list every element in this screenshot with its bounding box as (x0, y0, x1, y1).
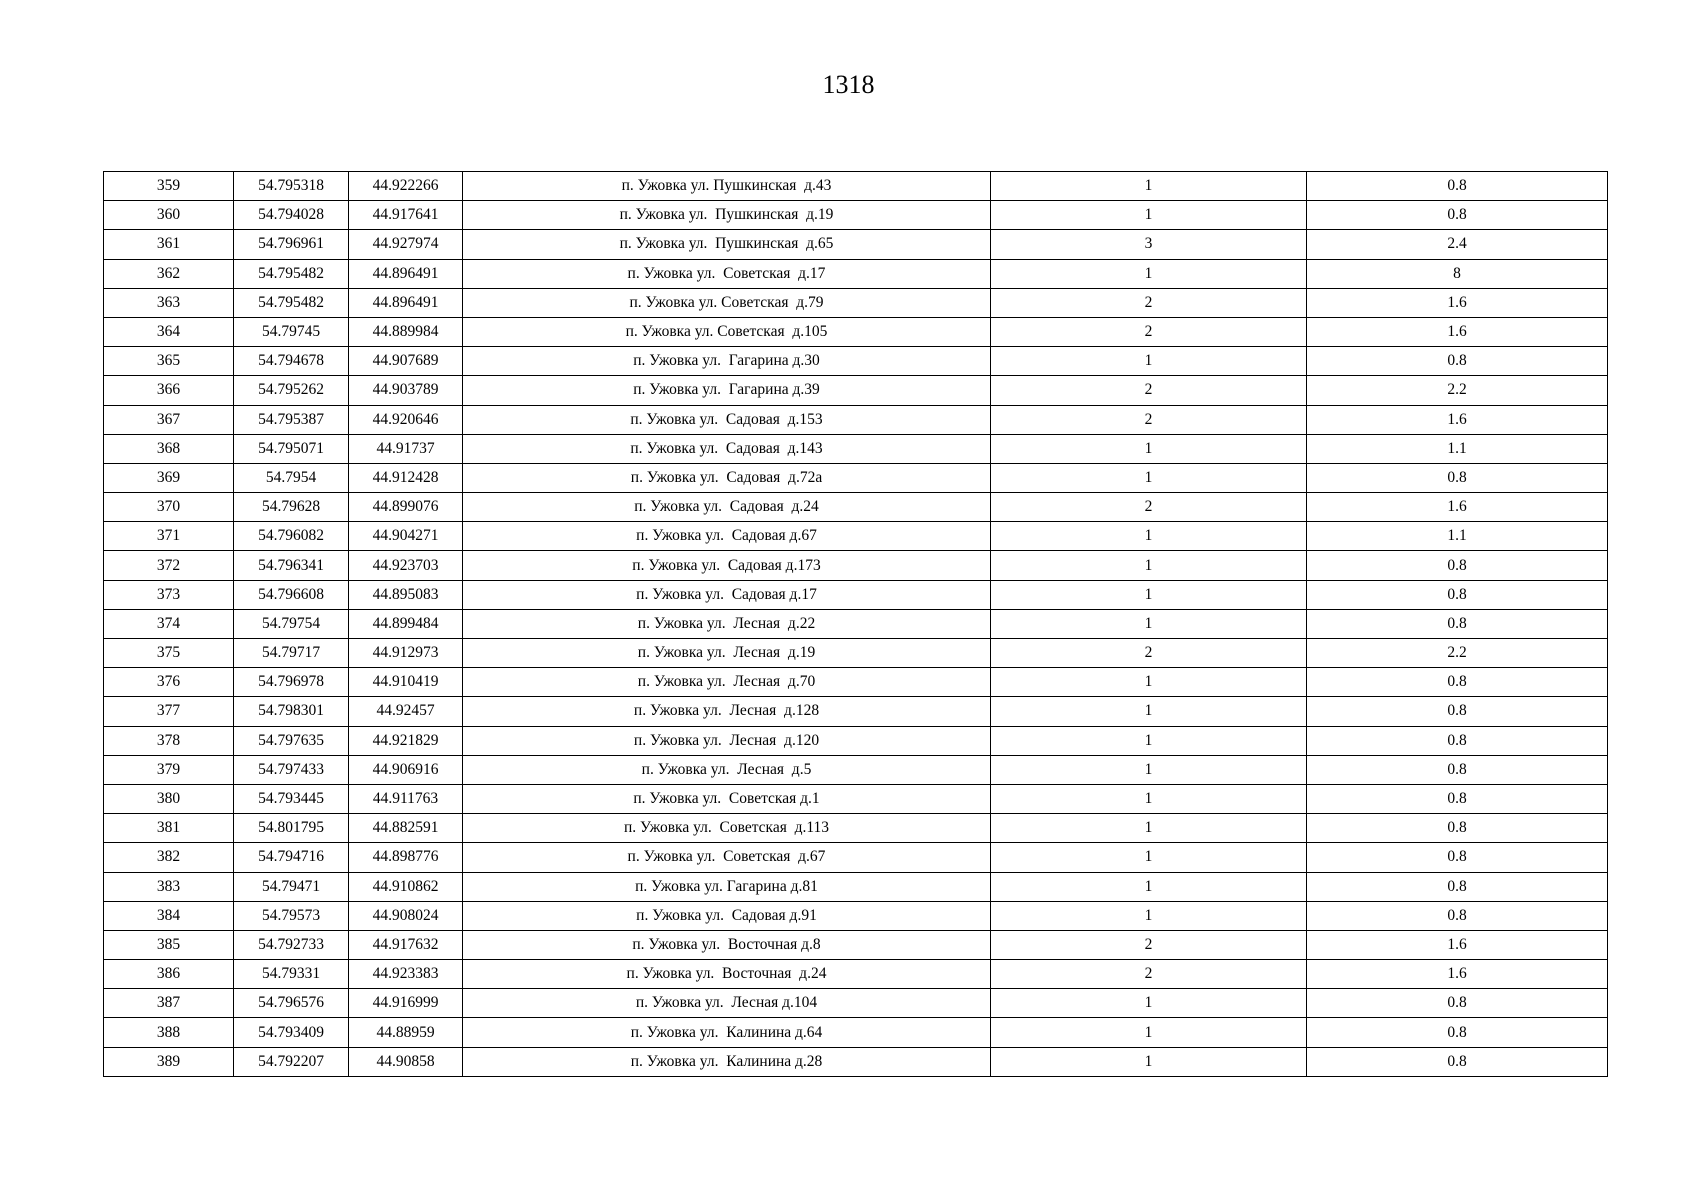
latitude-cell: 54.792733 (234, 930, 349, 959)
data-table (103, 171, 1608, 1077)
address-cell: п. Ужовка ул. Лесная д.70 (463, 668, 991, 697)
row-number-cell: 385 (104, 930, 234, 959)
table-row (104, 726, 1608, 755)
latitude-cell: 54.79628 (234, 493, 349, 522)
count-cell: 1 (991, 668, 1307, 697)
table-row (104, 522, 1608, 551)
count-cell: 2 (991, 493, 1307, 522)
row-number-cell: 380 (104, 784, 234, 813)
longitude-cell: 44.899484 (349, 609, 463, 638)
count-cell: 1 (991, 1018, 1307, 1047)
row-number-cell: 360 (104, 201, 234, 230)
row-number-cell: 366 (104, 376, 234, 405)
value-cell: 0.8 (1307, 697, 1608, 726)
latitude-cell: 54.796341 (234, 551, 349, 580)
table-row (104, 580, 1608, 609)
address-cell: п. Ужовка ул. Садовая д.24 (463, 493, 991, 522)
row-number-cell: 388 (104, 1018, 234, 1047)
row-number-cell: 369 (104, 463, 234, 492)
address-cell: п. Ужовка ул. Садовая д.17 (463, 580, 991, 609)
address-cell: п. Ужовка ул. Лесная д.22 (463, 609, 991, 638)
value-cell: 0.8 (1307, 347, 1608, 376)
count-cell: 2 (991, 639, 1307, 668)
value-cell: 0.8 (1307, 551, 1608, 580)
address-cell: п. Ужовка ул. Гагарина д.81 (463, 872, 991, 901)
count-cell: 1 (991, 726, 1307, 755)
row-number-cell: 365 (104, 347, 234, 376)
latitude-cell: 54.79331 (234, 960, 349, 989)
value-cell: 0.8 (1307, 814, 1608, 843)
longitude-cell: 44.882591 (349, 814, 463, 843)
table-row (104, 434, 1608, 463)
count-cell: 1 (991, 755, 1307, 784)
longitude-cell: 44.921829 (349, 726, 463, 755)
address-cell: п. Ужовка ул. Советская д.79 (463, 288, 991, 317)
address-cell: п. Ужовка ул. Восточная д.24 (463, 960, 991, 989)
address-cell: п. Ужовка ул. Пушкинская д.43 (463, 172, 991, 201)
table-row (104, 317, 1608, 346)
row-number-cell: 384 (104, 901, 234, 930)
value-cell: 0.8 (1307, 580, 1608, 609)
latitude-cell: 54.795318 (234, 172, 349, 201)
latitude-cell: 54.79573 (234, 901, 349, 930)
row-number-cell: 361 (104, 230, 234, 259)
latitude-cell: 54.794716 (234, 843, 349, 872)
value-cell: 0.8 (1307, 784, 1608, 813)
row-number-cell: 359 (104, 172, 234, 201)
latitude-cell: 54.795482 (234, 288, 349, 317)
latitude-cell: 54.79471 (234, 872, 349, 901)
address-cell: п. Ужовка ул. Пушкинская д.65 (463, 230, 991, 259)
table-row (104, 405, 1608, 434)
longitude-cell: 44.903789 (349, 376, 463, 405)
address-cell: п. Ужовка ул. Садовая д.72а (463, 463, 991, 492)
value-cell: 0.8 (1307, 668, 1608, 697)
longitude-cell: 44.896491 (349, 288, 463, 317)
address-cell: п. Ужовка ул. Садовая д.67 (463, 522, 991, 551)
count-cell: 1 (991, 551, 1307, 580)
longitude-cell: 44.895083 (349, 580, 463, 609)
address-cell: п. Ужовка ул. Советская д.105 (463, 317, 991, 346)
address-cell: п. Ужовка ул. Лесная д.104 (463, 989, 991, 1018)
table-row (104, 201, 1608, 230)
table-row (104, 1047, 1608, 1076)
table-row (104, 376, 1608, 405)
address-cell: п. Ужовка ул. Лесная д.128 (463, 697, 991, 726)
value-cell: 0.8 (1307, 1018, 1608, 1047)
count-cell: 1 (991, 697, 1307, 726)
row-number-cell: 367 (104, 405, 234, 434)
longitude-cell: 44.908024 (349, 901, 463, 930)
count-cell: 2 (991, 405, 1307, 434)
row-number-cell: 372 (104, 551, 234, 580)
address-cell: п. Ужовка ул. Садовая д.91 (463, 901, 991, 930)
longitude-cell: 44.889984 (349, 317, 463, 346)
latitude-cell: 54.796978 (234, 668, 349, 697)
row-number-cell: 382 (104, 843, 234, 872)
latitude-cell: 54.796961 (234, 230, 349, 259)
table-row (104, 463, 1608, 492)
longitude-cell: 44.907689 (349, 347, 463, 376)
row-number-cell: 370 (104, 493, 234, 522)
value-cell: 0.8 (1307, 755, 1608, 784)
longitude-cell: 44.92457 (349, 697, 463, 726)
table-row (104, 930, 1608, 959)
value-cell: 8 (1307, 259, 1608, 288)
longitude-cell: 44.923703 (349, 551, 463, 580)
value-cell: 1.6 (1307, 493, 1608, 522)
longitude-cell: 44.899076 (349, 493, 463, 522)
address-cell: п. Ужовка ул. Лесная д.120 (463, 726, 991, 755)
table-row (104, 551, 1608, 580)
table-row (104, 668, 1608, 697)
latitude-cell: 54.794028 (234, 201, 349, 230)
value-cell: 1.6 (1307, 405, 1608, 434)
count-cell: 1 (991, 259, 1307, 288)
row-number-cell: 371 (104, 522, 234, 551)
address-cell: п. Ужовка ул. Садовая д.153 (463, 405, 991, 434)
count-cell: 1 (991, 814, 1307, 843)
address-cell: п. Ужовка ул. Гагарина д.30 (463, 347, 991, 376)
row-number-cell: 389 (104, 1047, 234, 1076)
row-number-cell: 383 (104, 872, 234, 901)
latitude-cell: 54.794678 (234, 347, 349, 376)
value-cell: 0.8 (1307, 726, 1608, 755)
address-cell: п. Ужовка ул. Советская д.67 (463, 843, 991, 872)
count-cell: 1 (991, 580, 1307, 609)
count-cell: 1 (991, 1047, 1307, 1076)
table-row (104, 784, 1608, 813)
table-row (104, 1018, 1608, 1047)
latitude-cell: 54.796576 (234, 989, 349, 1018)
latitude-cell: 54.796082 (234, 522, 349, 551)
longitude-cell: 44.896491 (349, 259, 463, 288)
count-cell: 1 (991, 463, 1307, 492)
latitude-cell: 54.797433 (234, 755, 349, 784)
address-cell: п. Ужовка ул. Советская д.17 (463, 259, 991, 288)
value-cell: 0.8 (1307, 172, 1608, 201)
longitude-cell: 44.922266 (349, 172, 463, 201)
value-cell: 0.8 (1307, 463, 1608, 492)
count-cell: 1 (991, 522, 1307, 551)
table-row (104, 960, 1608, 989)
count-cell: 2 (991, 960, 1307, 989)
value-cell: 1.6 (1307, 288, 1608, 317)
count-cell: 1 (991, 609, 1307, 638)
value-cell: 1.6 (1307, 960, 1608, 989)
longitude-cell: 44.923383 (349, 960, 463, 989)
longitude-cell: 44.917641 (349, 201, 463, 230)
address-cell: п. Ужовка ул. Лесная д.19 (463, 639, 991, 668)
longitude-cell: 44.912973 (349, 639, 463, 668)
longitude-cell: 44.90858 (349, 1047, 463, 1076)
latitude-cell: 54.793445 (234, 784, 349, 813)
value-cell: 1.6 (1307, 930, 1608, 959)
count-cell: 1 (991, 843, 1307, 872)
table-row (104, 230, 1608, 259)
longitude-cell: 44.916999 (349, 989, 463, 1018)
count-cell: 1 (991, 872, 1307, 901)
count-cell: 2 (991, 288, 1307, 317)
value-cell: 0.8 (1307, 609, 1608, 638)
latitude-cell: 54.79754 (234, 609, 349, 638)
table-body (104, 172, 1608, 1077)
table-row (104, 639, 1608, 668)
row-number-cell: 378 (104, 726, 234, 755)
table-row (104, 989, 1608, 1018)
count-cell: 1 (991, 347, 1307, 376)
row-number-cell: 386 (104, 960, 234, 989)
table-row (104, 755, 1608, 784)
longitude-cell: 44.927974 (349, 230, 463, 259)
latitude-cell: 54.795262 (234, 376, 349, 405)
address-cell: п. Ужовка ул. Садовая д.173 (463, 551, 991, 580)
longitude-cell: 44.911763 (349, 784, 463, 813)
longitude-cell: 44.910862 (349, 872, 463, 901)
value-cell: 0.8 (1307, 989, 1608, 1018)
table-row (104, 814, 1608, 843)
latitude-cell: 54.795387 (234, 405, 349, 434)
latitude-cell: 54.798301 (234, 697, 349, 726)
table-row (104, 259, 1608, 288)
address-cell: п. Ужовка ул. Советская д.1 (463, 784, 991, 813)
value-cell: 1.1 (1307, 522, 1608, 551)
value-cell: 0.8 (1307, 872, 1608, 901)
row-number-cell: 362 (104, 259, 234, 288)
latitude-cell: 54.797635 (234, 726, 349, 755)
address-cell: п. Ужовка ул. Гагарина д.39 (463, 376, 991, 405)
value-cell: 2.4 (1307, 230, 1608, 259)
table-row (104, 288, 1608, 317)
row-number-cell: 387 (104, 989, 234, 1018)
row-number-cell: 363 (104, 288, 234, 317)
count-cell: 2 (991, 376, 1307, 405)
latitude-cell: 54.79717 (234, 639, 349, 668)
latitude-cell: 54.801795 (234, 814, 349, 843)
table-row (104, 609, 1608, 638)
count-cell: 1 (991, 989, 1307, 1018)
table-row (104, 347, 1608, 376)
address-cell: п. Ужовка ул. Пушкинская д.19 (463, 201, 991, 230)
count-cell: 1 (991, 434, 1307, 463)
count-cell: 1 (991, 201, 1307, 230)
table-row (104, 843, 1608, 872)
latitude-cell: 54.793409 (234, 1018, 349, 1047)
count-cell: 1 (991, 172, 1307, 201)
value-cell: 2.2 (1307, 639, 1608, 668)
longitude-cell: 44.91737 (349, 434, 463, 463)
row-number-cell: 373 (104, 580, 234, 609)
address-cell: п. Ужовка ул. Калинина д.28 (463, 1047, 991, 1076)
row-number-cell: 375 (104, 639, 234, 668)
row-number-cell: 368 (104, 434, 234, 463)
value-cell: 0.8 (1307, 1047, 1608, 1076)
latitude-cell: 54.795071 (234, 434, 349, 463)
row-number-cell: 381 (104, 814, 234, 843)
table-row (104, 697, 1608, 726)
row-number-cell: 374 (104, 609, 234, 638)
value-cell: 0.8 (1307, 201, 1608, 230)
page-number: 1318 (822, 70, 875, 99)
value-cell: 0.8 (1307, 843, 1608, 872)
latitude-cell: 54.79745 (234, 317, 349, 346)
latitude-cell: 54.796608 (234, 580, 349, 609)
count-cell: 2 (991, 317, 1307, 346)
latitude-cell: 54.792207 (234, 1047, 349, 1076)
address-cell: п. Ужовка ул. Садовая д.143 (463, 434, 991, 463)
address-cell: п. Ужовка ул. Восточная д.8 (463, 930, 991, 959)
longitude-cell: 44.920646 (349, 405, 463, 434)
count-cell: 1 (991, 784, 1307, 813)
longitude-cell: 44.906916 (349, 755, 463, 784)
count-cell: 3 (991, 230, 1307, 259)
table-row (104, 901, 1608, 930)
row-number-cell: 379 (104, 755, 234, 784)
count-cell: 1 (991, 901, 1307, 930)
longitude-cell: 44.88959 (349, 1018, 463, 1047)
longitude-cell: 44.912428 (349, 463, 463, 492)
value-cell: 1.1 (1307, 434, 1608, 463)
address-cell: п. Ужовка ул. Советская д.113 (463, 814, 991, 843)
row-number-cell: 376 (104, 668, 234, 697)
table-row (104, 493, 1608, 522)
latitude-cell: 54.795482 (234, 259, 349, 288)
address-cell: п. Ужовка ул. Калинина д.64 (463, 1018, 991, 1047)
row-number-cell: 377 (104, 697, 234, 726)
longitude-cell: 44.898776 (349, 843, 463, 872)
value-cell: 2.2 (1307, 376, 1608, 405)
value-cell: 1.6 (1307, 317, 1608, 346)
value-cell: 0.8 (1307, 901, 1608, 930)
longitude-cell: 44.904271 (349, 522, 463, 551)
table-row (104, 172, 1608, 201)
row-number-cell: 364 (104, 317, 234, 346)
latitude-cell: 54.7954 (234, 463, 349, 492)
longitude-cell: 44.917632 (349, 930, 463, 959)
count-cell: 2 (991, 930, 1307, 959)
address-cell: п. Ужовка ул. Лесная д.5 (463, 755, 991, 784)
longitude-cell: 44.910419 (349, 668, 463, 697)
table-row (104, 872, 1608, 901)
